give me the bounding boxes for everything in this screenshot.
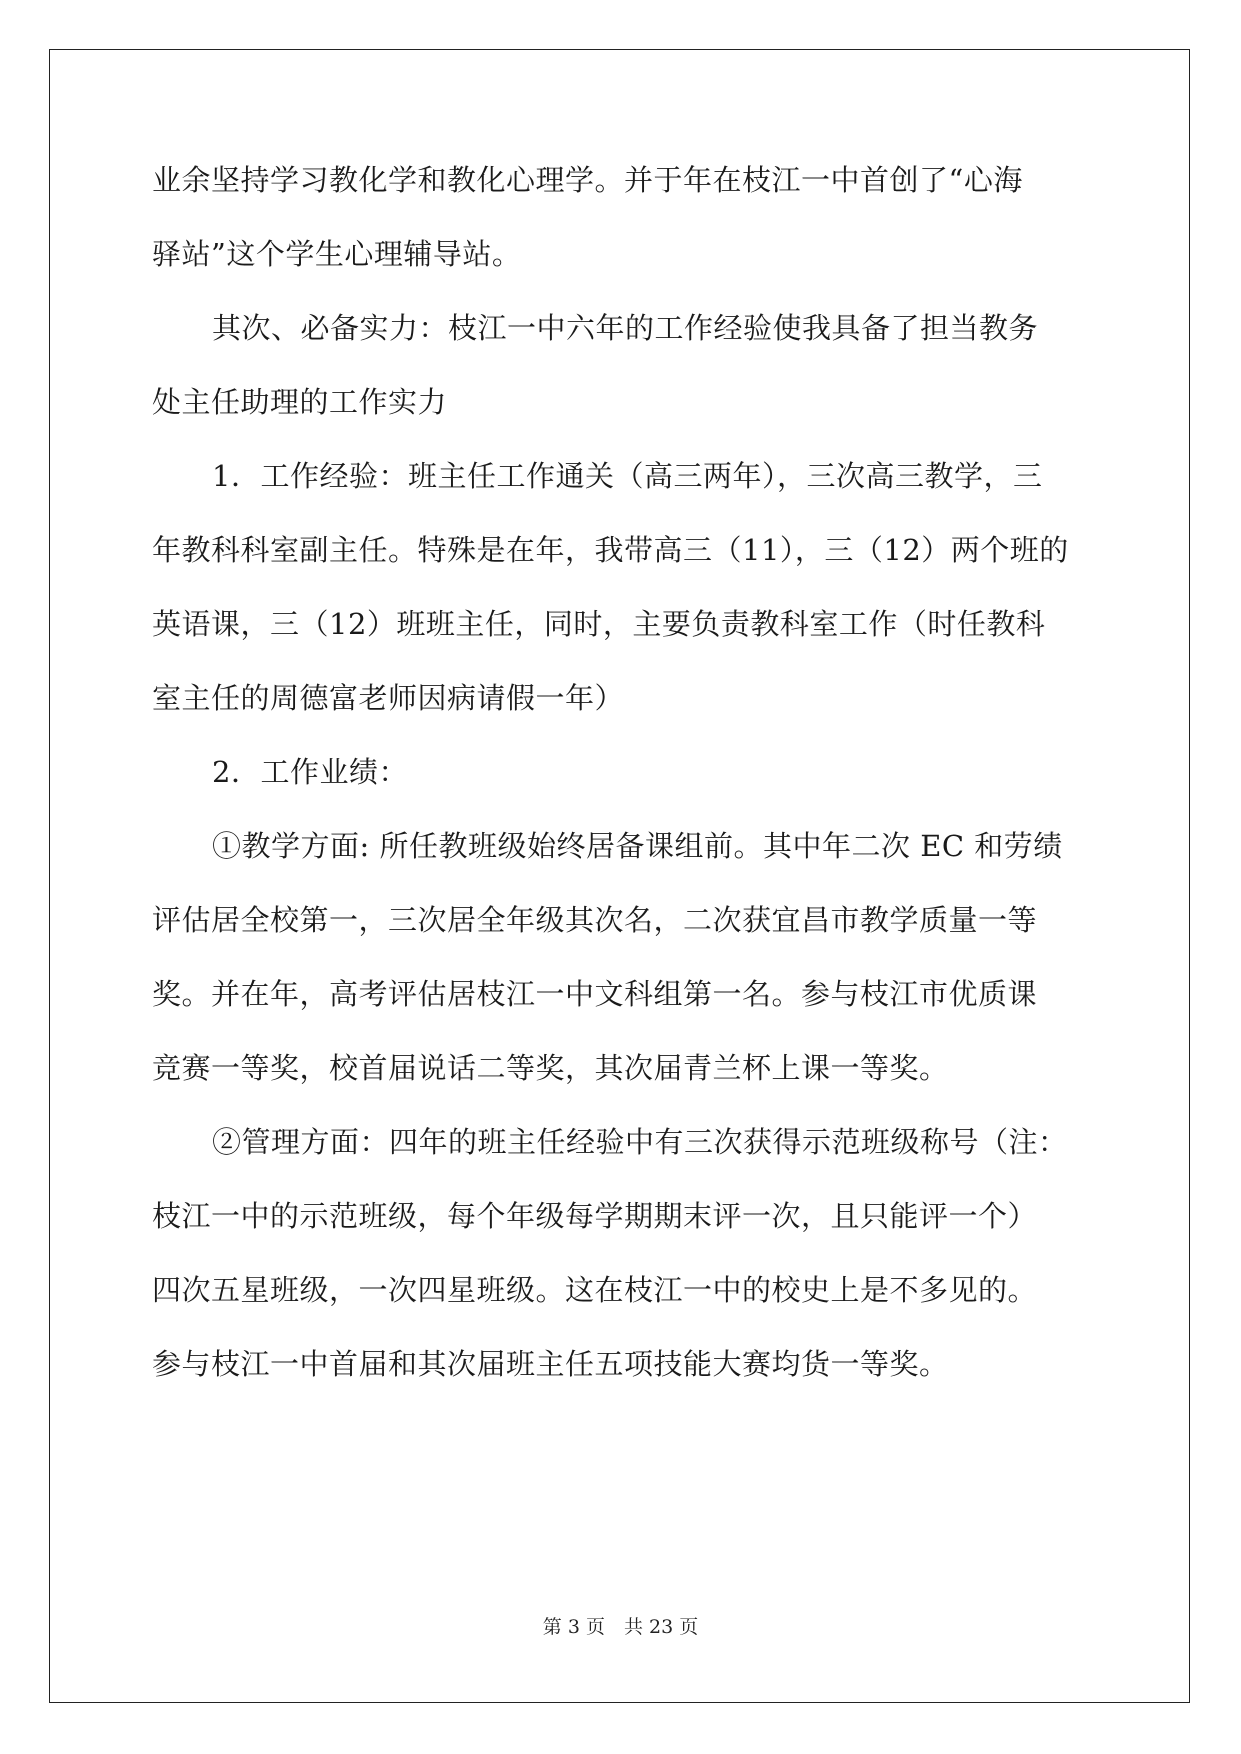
page-border bbox=[49, 49, 1190, 1703]
text-line: 英语课，三（12）班班主任，同时，主要负责教科室工作（时任教科 bbox=[152, 607, 1046, 641]
text-line: 驿站”这个学生心理辅导站。 bbox=[152, 237, 522, 271]
paragraph-start: ①教学方面: 所任教班级始终居备课组前。其中年二次 EC 和劳绩 bbox=[212, 829, 1063, 863]
text-line: 竞赛一等奖，校首届说话二等奖，其次届青兰杯上课一等奖。 bbox=[152, 1051, 949, 1085]
text-line: 奖。并在年，高考评估居枝江一中文科组第一名。参与枝江市优质课 bbox=[152, 977, 1038, 1011]
page-number-footer: 第 3 页 共 23 页 bbox=[542, 1616, 699, 1638]
paragraph-start: ②管理方面：四年的班主任经验中有三次获得示范班级称号（注： bbox=[212, 1125, 1068, 1159]
text-line: 枝江一中的示范班级，每个年级每学期期末评一次，且只能评一个） bbox=[152, 1199, 1038, 1233]
text-line: 处主任助理的工作实力 bbox=[152, 385, 448, 419]
text-line: 室主任的周德富老师因病请假一年） bbox=[152, 681, 625, 715]
paragraph-start: 2．工作业绩： bbox=[212, 755, 408, 789]
text-line: 年教科科室副主任。特殊是在年，我带高三（11），三（12）两个班的 bbox=[152, 533, 1069, 567]
text-line: 评估居全校第一，三次居全年级其次名，二次获宜昌市教学质量一等 bbox=[152, 903, 1038, 937]
paragraph-start: 1．工作经验：班主任工作通关（高三两年），三次高三教学，三 bbox=[212, 459, 1043, 493]
paragraph-start: 其次、必备实力：枝江一中六年的工作经验使我具备了担当教务 bbox=[212, 311, 1039, 345]
text-line: 参与枝江一中首届和其次届班主任五项技能大赛均货一等奖。 bbox=[152, 1347, 949, 1381]
text-line: 四次五星班级，一次四星班级。这在枝江一中的校史上是不多见的。 bbox=[152, 1273, 1038, 1307]
text-line: 业余坚持学习教化学和教化心理学。并于年在枝江一中首创了“心海 bbox=[152, 163, 1023, 197]
